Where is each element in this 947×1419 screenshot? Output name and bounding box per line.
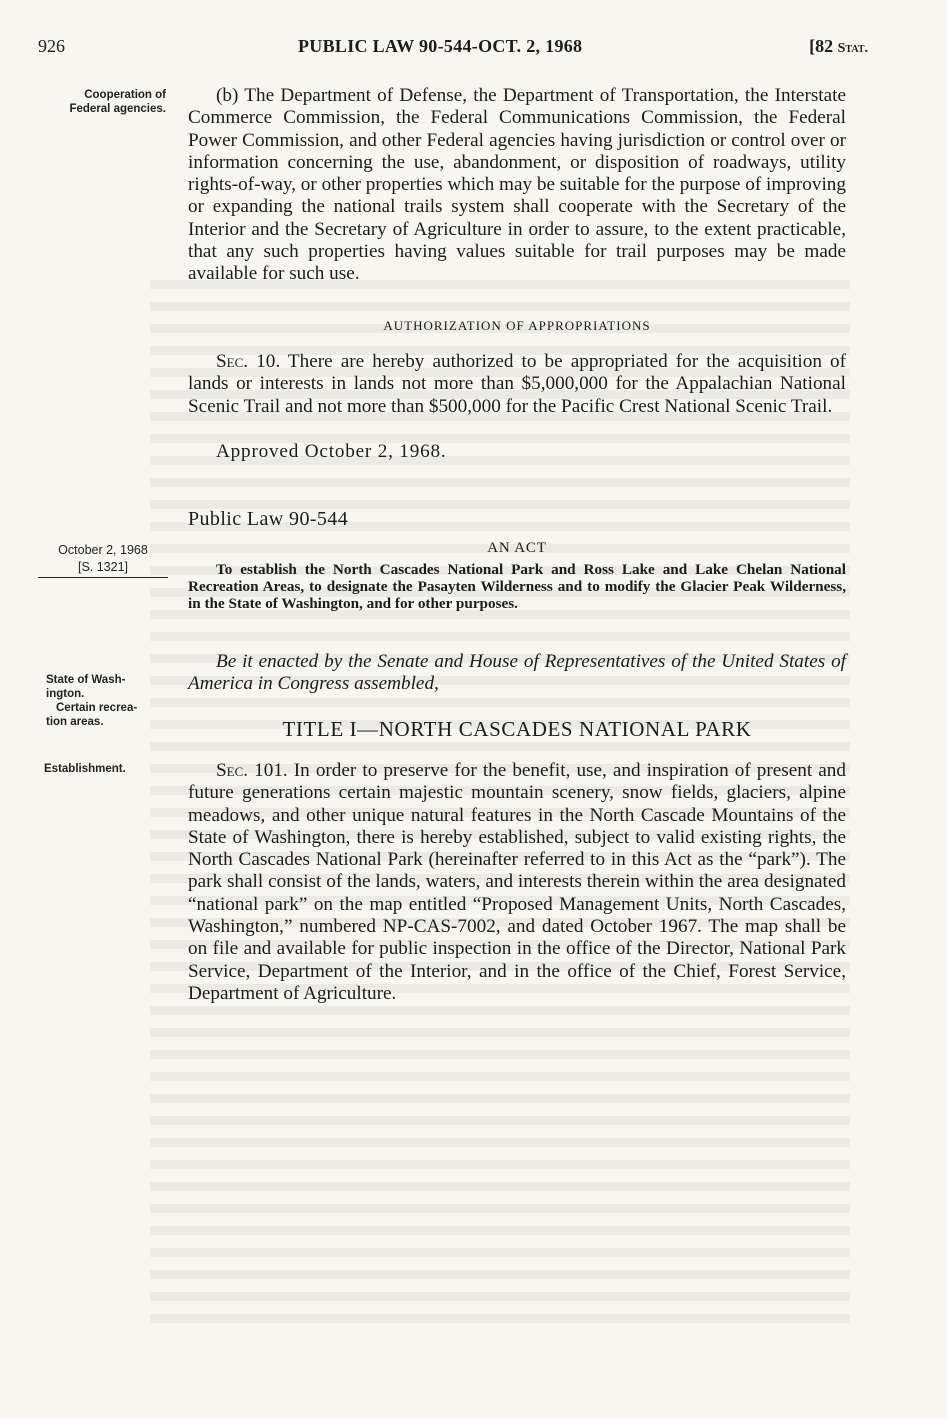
margin-note-bill: [S. 1321] (77, 560, 129, 574)
public-law-label: Public Law 90-544 (188, 508, 349, 530)
section-10-label: Sec. 10. (216, 351, 281, 372)
running-head (38, 36, 868, 66)
margin-note-cooperation: Cooperation of Federal agencies. (69, 89, 166, 115)
approved-line: Approved October 2, 1968. (216, 441, 447, 462)
an-act-heading: AN ACT (487, 540, 547, 556)
margin-note-establishment: Establishment. (44, 763, 126, 775)
section-101-label: Sec. 101. (216, 760, 288, 781)
paragraph-b: (b) The Department of Defense, the Department of Transportation, the Interstate Commerce Commission, the Federal Communications Commission, the Federal Power Commission, and other Federal agencies having jurisdiction or control over or information concerning the use, abandonment, or disposition of roadways, utility rights-of-way, or other properties which may be suitable for the purpose of improving or expanding the national trails system shall cooperate with the Secretary of the Interior and the Secretary of Agriculture in order to assure, to the extent practicable, that any such properties having values suitable for trail purposes may be made available for such use. (188, 85, 846, 285)
act-title: To establish the North Cascades National Park and Ross Lake and Lake Chelan National Recreation Areas, to designate the Pasayten Wilderness and to modify the Glacier Peak Wilderness, in the State of Washington, and for other purposes. (188, 561, 846, 612)
page-number: 926 (38, 36, 65, 56)
section-101: Sec. 101. In order to preserve for the benefit, use, and inspiration of present and future generations certain majestic mountain scenery, snow fields, glaciers, alpine meadows, and other unique natural features in the North Cascade Mountains of the State of Washington, there is hereby established, subject to valid existing rights, the North Cascades National Park (hereinafter referred to in this Act as the “park”). The park shall consist of the lands, waters, and interests therein within the area designated “national park” on the map entitled “Proposed Management Units, North Cascades, Washington,” numbered NP-CAS-7002, and dated October 1967. The map shall be on file and available for public inspection in the office of the Director, National Park Service, Department of the Interior, and in the office of the Chief, Forest Service, Department of Agriculture. (188, 760, 846, 1004)
margin-rule (38, 577, 168, 578)
section-10: Sec. 10. There are hereby authorized to be appropriated for the acquisition of lands or interests in lands not more than $5,000,000 for the Appalachian National Scenic Trail and not more than $500,000 for the Pacific Crest National Scenic Trail. (188, 351, 846, 417)
volume-reference: [82 Stat. (809, 36, 868, 56)
running-title: PUBLIC LAW 90-544-OCT. 2, 1968 (298, 36, 583, 56)
margin-note-date: October 2, 1968 (58, 543, 148, 557)
margin-note-state: State of Wash- ington. Certain recrea- tion areas. (46, 674, 138, 728)
title-heading: TITLE I—NORTH CASCADES NATIONAL PARK (282, 717, 752, 741)
enacting-clause: Be it enacted by the Senate and House of Representatives of the United States of America in Congress assembled, (188, 651, 846, 695)
heading-authorization: AUTHORIZATION OF APPROPRIATIONS (383, 318, 651, 333)
